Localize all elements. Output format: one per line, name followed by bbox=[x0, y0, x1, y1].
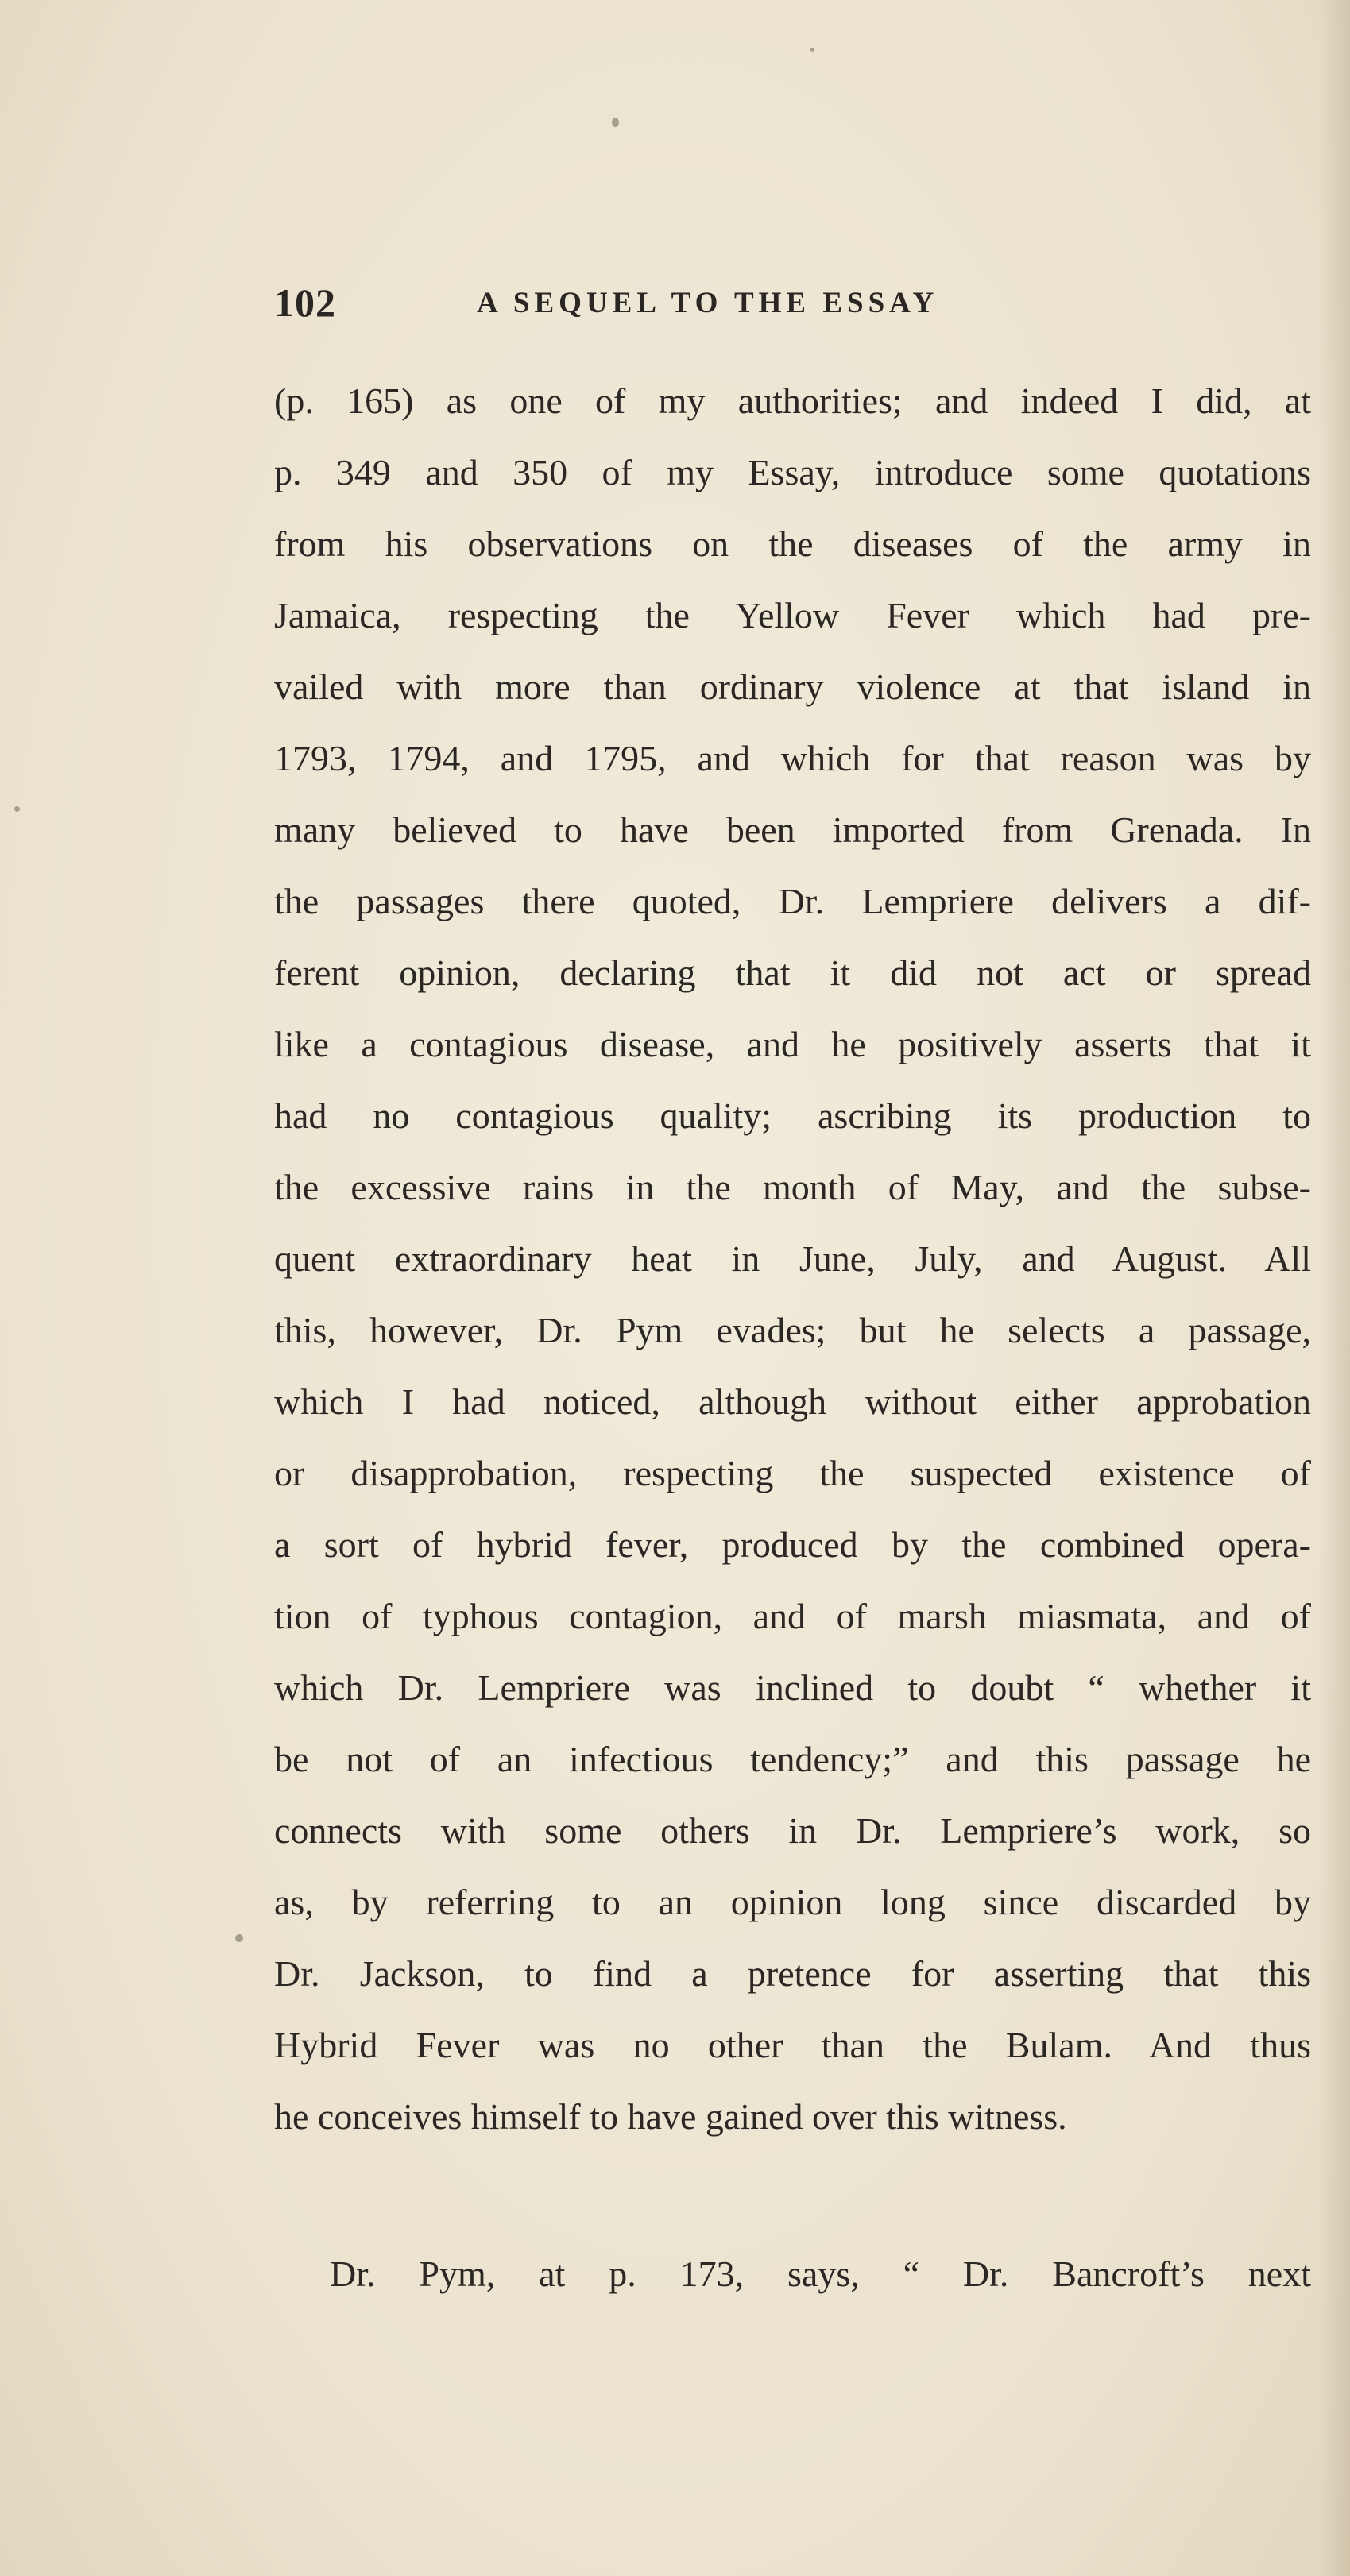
text-line: Hybrid Fever was no other than the Bulam. And thus bbox=[274, 2025, 1311, 2065]
paragraph bbox=[274, 2238, 1311, 2310]
text-line: vailed with more than ordinary violence at that island in bbox=[274, 666, 1311, 707]
paragraph bbox=[274, 365, 1311, 2153]
text-line: the passages there quoted, Dr. Lempriere delivers a dif- bbox=[274, 881, 1311, 921]
text-line: a sort of hybrid fever, produced by the combined opera- bbox=[274, 1524, 1311, 1565]
text-line: Dr. Pym, at p. 173, says, “ Dr. Bancroft’s next bbox=[330, 2254, 1311, 2294]
running-head-title: A SEQUEL TO THE ESSAY bbox=[477, 287, 939, 319]
text-line: tion of typhous contagion, and of marsh miasmata, and of bbox=[274, 1596, 1311, 1636]
text-line: 1793, 1794, and 1795, and which for that reason was by bbox=[274, 738, 1311, 778]
text-line: ferent opinion, declaring that it did not act or spread bbox=[274, 952, 1311, 993]
text-line: or disapprobation, respecting the suspected existence of bbox=[274, 1453, 1311, 1493]
text-line: as, by referring to an opinion long since discarded by bbox=[274, 1882, 1311, 1922]
text-line: many believed to have been imported from Grenada. In bbox=[274, 809, 1311, 850]
text-line: (p. 165) as one of my authorities; and indeed I did, at bbox=[274, 380, 1311, 421]
text-line: from his observations on the diseases of the army in bbox=[274, 523, 1311, 564]
text-line: which Dr. Lempriere was inclined to doubt “ whether it bbox=[274, 1667, 1311, 1708]
paragraph-gap bbox=[274, 2153, 1311, 2238]
text-line: the excessive rains in the month of May, and the subse- bbox=[274, 1167, 1311, 1207]
text-line: like a contagious disease, and he positively asserts that it bbox=[274, 1024, 1311, 1064]
text-line: p. 349 and 350 of my Essay, introduce some quotations bbox=[274, 452, 1311, 492]
text-line: which I had noticed, although without either approbation bbox=[274, 1381, 1311, 1422]
text-line: quent extraordinary heat in June, July, and August. All bbox=[274, 1238, 1311, 1279]
text-line: this, however, Dr. Pym evades; but he selects a passage, bbox=[274, 1310, 1311, 1350]
text-line: connects with some others in Dr. Lempriere’s work, so bbox=[274, 1810, 1311, 1851]
text-line: Dr. Jackson, to find a pretence for asserting that this bbox=[274, 1953, 1311, 1994]
text-line: be not of an infectious tendency;” and this passage he bbox=[274, 1739, 1311, 1779]
text-line: Jamaica, respecting the Yellow Fever which had pre- bbox=[274, 595, 1311, 635]
page-number: 102 bbox=[274, 280, 336, 325]
text-line: he conceives himself to have gained over this witness. bbox=[274, 2096, 1067, 2137]
body-text bbox=[274, 365, 1311, 2310]
text-line: had no contagious quality; ascribing its production to bbox=[274, 1095, 1311, 1136]
running-header bbox=[274, 280, 1108, 335]
page-edge-shadow bbox=[1318, 0, 1350, 2576]
